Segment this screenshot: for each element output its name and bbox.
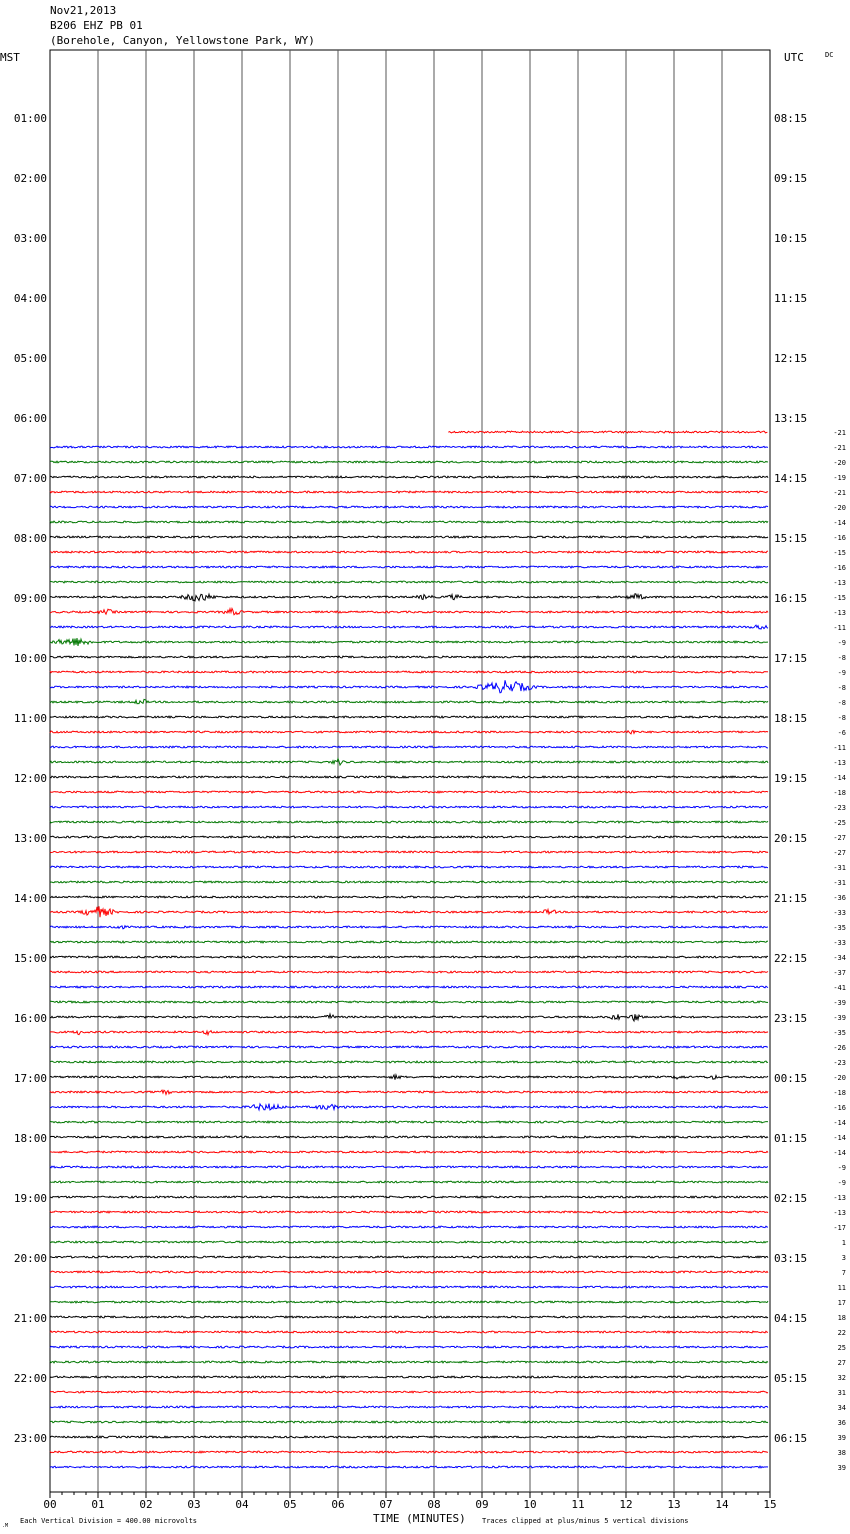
utc-hour-label: 03:15 — [774, 1252, 808, 1265]
utc-hour-label: 02:15 — [774, 1192, 808, 1205]
dc-offset-label: -9 — [837, 1164, 846, 1172]
seismic-trace — [50, 609, 768, 615]
dc-offset-label: 39 — [837, 1464, 846, 1472]
seismic-trace — [50, 746, 768, 748]
dc-offset-label: -39 — [833, 999, 846, 1007]
seismic-trace — [50, 594, 768, 601]
x-tick-label: 12 — [619, 1498, 633, 1511]
x-tick-label: 05 — [283, 1498, 297, 1511]
utc-hour-label: 17:15 — [774, 652, 808, 665]
seismic-trace — [50, 551, 768, 553]
seismic-trace — [50, 1421, 768, 1423]
utc-hour-label: 05:15 — [774, 1372, 808, 1385]
dc-offset-header: DC — [825, 51, 834, 59]
dc-offset-label: -13 — [833, 1194, 846, 1202]
seismic-trace — [50, 986, 768, 988]
utc-hour-label: 23:15 — [774, 1012, 808, 1025]
x-tick-label: 02 — [139, 1498, 153, 1511]
dc-offset-label: -25 — [833, 819, 846, 827]
mst-hour-label: 03:00 — [13, 232, 47, 245]
dc-offset-label: -20 — [833, 504, 846, 512]
utc-hour-label: 10:15 — [774, 232, 808, 245]
mst-hour-label: 07:00 — [13, 472, 47, 485]
dc-offset-label: -9 — [837, 1179, 846, 1187]
x-tick-label: 08 — [427, 1498, 441, 1511]
seismic-trace — [50, 1151, 768, 1153]
utc-hour-label: 13:15 — [774, 412, 808, 425]
dc-offset-label: -16 — [833, 534, 846, 542]
plot-frame — [50, 50, 770, 1492]
corner-mark: .M — [2, 1523, 9, 1529]
seismic-trace — [50, 566, 768, 568]
dc-offset-label: 1 — [841, 1239, 846, 1247]
seismic-trace — [50, 716, 768, 718]
dc-offset-label: -15 — [833, 594, 846, 602]
dc-offset-label: -21 — [833, 429, 846, 437]
mst-hour-label: 06:00 — [13, 412, 47, 425]
dc-offset-label: -8 — [837, 654, 846, 662]
seismic-trace — [50, 1181, 768, 1183]
seismic-trace — [50, 1406, 768, 1408]
x-tick-label: 14 — [715, 1498, 729, 1511]
x-axis-label: TIME (MINUTES) — [373, 1512, 466, 1525]
dc-offset-label: -35 — [833, 924, 846, 932]
dc-offset-label: -14 — [833, 1149, 846, 1157]
mst-hour-label: 08:00 — [13, 532, 47, 545]
dc-offset-label: -13 — [833, 579, 846, 587]
utc-hour-label: 20:15 — [774, 832, 808, 845]
dc-offset-label: -37 — [833, 969, 846, 977]
dc-offset-label: -8 — [837, 699, 846, 707]
seismic-trace — [50, 699, 768, 703]
dc-offset-label: -27 — [833, 834, 846, 842]
dc-offset-label: -13 — [833, 609, 846, 617]
utc-hour-label: 00:15 — [774, 1072, 808, 1085]
dc-offset-label: 22 — [837, 1329, 846, 1337]
utc-hour-label: 09:15 — [774, 172, 808, 185]
mst-hour-label: 11:00 — [13, 712, 47, 725]
mst-hour-label: 16:00 — [13, 1012, 47, 1025]
dc-offset-label: -14 — [833, 774, 846, 782]
dc-offset-label: -35 — [833, 1029, 846, 1037]
seismic-trace — [50, 941, 768, 943]
seismic-trace — [50, 851, 768, 853]
mst-hour-label: 01:00 — [13, 112, 47, 125]
seismic-trace — [50, 1301, 768, 1303]
seismic-trace — [50, 1376, 768, 1378]
x-tick-label: 15 — [763, 1498, 777, 1511]
x-tick-label: 07 — [379, 1498, 393, 1511]
dc-offset-label: -17 — [833, 1224, 846, 1232]
dc-offset-label: -13 — [833, 759, 846, 767]
seismic-trace — [50, 1031, 768, 1035]
seismic-trace — [50, 1451, 768, 1453]
seismic-trace — [50, 521, 768, 523]
x-tick-label: 10 — [523, 1498, 537, 1511]
utc-hour-label: 19:15 — [774, 772, 808, 785]
dc-offset-label: -11 — [833, 624, 846, 632]
seismic-trace — [50, 476, 768, 478]
dc-offset-label: -14 — [833, 1119, 846, 1127]
seismic-trace — [50, 1256, 768, 1258]
dc-offset-label: -39 — [833, 1014, 846, 1022]
seismic-trace — [448, 431, 767, 433]
seismic-trace — [50, 866, 768, 868]
seismic-trace — [50, 836, 768, 838]
mst-hour-label: 17:00 — [13, 1072, 47, 1085]
x-tick-label: 00 — [43, 1498, 57, 1511]
dc-offset-label: -27 — [833, 849, 846, 857]
dc-offset-label: 34 — [837, 1404, 846, 1412]
dc-offset-label: -20 — [833, 459, 846, 467]
dc-offset-label: -34 — [833, 954, 846, 962]
dc-offset-label: 17 — [837, 1299, 846, 1307]
seismic-trace — [50, 1226, 768, 1228]
mst-hour-label: 20:00 — [13, 1252, 47, 1265]
seismic-trace — [50, 1090, 768, 1094]
seismic-trace — [50, 881, 768, 883]
dc-offset-label: -6 — [837, 729, 846, 737]
dc-offset-label: 25 — [837, 1344, 846, 1352]
seismic-trace — [50, 1196, 768, 1198]
dc-offset-label: -31 — [833, 879, 846, 887]
seismic-trace — [50, 491, 768, 493]
utc-hour-label: 21:15 — [774, 892, 808, 905]
seismic-trace — [50, 1466, 768, 1468]
dc-offset-label: -15 — [833, 549, 846, 557]
x-tick-label: 11 — [571, 1498, 585, 1511]
dc-offset-label: -20 — [833, 1074, 846, 1082]
seismic-trace — [50, 446, 768, 448]
dc-offset-label: -26 — [833, 1044, 846, 1052]
dc-offset-label: 7 — [841, 1269, 846, 1277]
seismic-trace — [50, 1436, 768, 1438]
station-code: B206 EHZ PB 01 — [50, 19, 143, 32]
seismic-trace — [50, 896, 768, 898]
x-tick-label: 09 — [475, 1498, 489, 1511]
scale-note: Each Vertical Division = 400.00 microvolts — [20, 1517, 198, 1525]
seismic-trace — [50, 1166, 768, 1168]
dc-offset-label: -9 — [837, 669, 846, 677]
seismic-trace — [50, 671, 768, 673]
record-date: Nov21,2013 — [50, 4, 117, 17]
x-tick-label: 03 — [187, 1498, 201, 1511]
dc-offset-label: 27 — [837, 1359, 846, 1367]
utc-hour-label: 04:15 — [774, 1312, 808, 1325]
mst-hour-label: 02:00 — [13, 172, 47, 185]
seismic-trace — [50, 656, 768, 658]
seismic-trace — [50, 821, 768, 823]
seismic-trace — [50, 1136, 768, 1138]
dc-offset-label: 18 — [837, 1314, 846, 1322]
seismic-trace — [50, 906, 768, 917]
dc-offset-label: -18 — [833, 1089, 846, 1097]
mst-hour-label: 13:00 — [13, 832, 47, 845]
mst-hour-label: 22:00 — [13, 1372, 47, 1385]
seismic-trace — [50, 730, 768, 734]
dc-offset-label: -36 — [833, 894, 846, 902]
dc-offset-label: 39 — [837, 1434, 846, 1442]
seismic-trace — [50, 759, 768, 766]
seismic-trace — [50, 971, 768, 973]
dc-offset-label: -18 — [833, 789, 846, 797]
seismic-trace — [50, 680, 768, 693]
seismic-trace — [50, 1001, 768, 1003]
utc-hour-label: 01:15 — [774, 1132, 808, 1145]
mst-hour-label: 04:00 — [13, 292, 47, 305]
station-location: (Borehole, Canyon, Yellowstone Park, WY) — [50, 34, 315, 47]
dc-offset-label: -14 — [833, 519, 846, 527]
utc-hour-label: 14:15 — [774, 472, 808, 485]
dc-offset-label: -13 — [833, 1209, 846, 1217]
x-tick-label: 01 — [91, 1498, 105, 1511]
dc-offset-label: -11 — [833, 744, 846, 752]
dc-offset-label: -8 — [837, 714, 846, 722]
utc-hour-label: 06:15 — [774, 1432, 808, 1445]
dc-offset-label: -21 — [833, 489, 846, 497]
mst-hour-label: 09:00 — [13, 592, 47, 605]
mst-hour-label: 05:00 — [13, 352, 47, 365]
seismic-trace — [50, 1121, 768, 1123]
right-zone-label: UTC — [784, 51, 804, 64]
seismic-trace — [50, 461, 768, 463]
dc-offset-label: 38 — [837, 1449, 846, 1457]
dc-offset-label: 3 — [841, 1254, 846, 1262]
x-tick-label: 13 — [667, 1498, 681, 1511]
mst-hour-label: 19:00 — [13, 1192, 47, 1205]
seismic-trace — [50, 1316, 768, 1318]
seismic-trace — [50, 625, 768, 629]
mst-hour-label: 10:00 — [13, 652, 47, 665]
seismic-trace — [50, 1271, 768, 1273]
mst-hour-label: 15:00 — [13, 952, 47, 965]
seismic-trace — [50, 638, 768, 646]
utc-hour-label: 12:15 — [774, 352, 808, 365]
dc-offset-label: -23 — [833, 1059, 846, 1067]
mst-hour-label: 12:00 — [13, 772, 47, 785]
dc-offset-label: -41 — [833, 984, 846, 992]
seismic-trace — [50, 1014, 768, 1021]
seismic-trace — [50, 776, 768, 778]
dc-offset-label: -33 — [833, 939, 846, 947]
utc-hour-label: 08:15 — [774, 112, 808, 125]
utc-hour-label: 22:15 — [774, 952, 808, 965]
seismic-trace — [50, 1075, 768, 1080]
seismic-trace — [50, 536, 768, 538]
clip-note: Traces clipped at plus/minus 5 vertical divisions — [482, 1517, 689, 1525]
seismic-trace — [50, 1346, 768, 1348]
seismic-trace — [50, 791, 768, 793]
dc-offset-label: -33 — [833, 909, 846, 917]
dc-offset-label: 11 — [837, 1284, 846, 1292]
mst-hour-label: 14:00 — [13, 892, 47, 905]
dc-offset-label: -19 — [833, 474, 846, 482]
dc-offset-label: -16 — [833, 1104, 846, 1112]
seismic-trace — [50, 1361, 768, 1363]
seismic-trace — [50, 1331, 768, 1333]
mst-hour-label: 21:00 — [13, 1312, 47, 1325]
seismic-trace — [50, 926, 768, 929]
seismic-trace — [50, 1211, 768, 1213]
dc-offset-label: -16 — [833, 564, 846, 572]
utc-hour-label: 18:15 — [774, 712, 808, 725]
seismic-trace — [50, 581, 768, 583]
seismic-trace — [50, 1286, 768, 1288]
dc-offset-label: -21 — [833, 444, 846, 452]
dc-offset-label: -31 — [833, 864, 846, 872]
dc-offset-label: 32 — [837, 1374, 846, 1382]
utc-hour-label: 16:15 — [774, 592, 808, 605]
mst-hour-label: 18:00 — [13, 1132, 47, 1145]
seismic-trace — [50, 506, 768, 508]
dc-offset-label: -14 — [833, 1134, 846, 1142]
seismic-trace — [50, 1046, 768, 1048]
utc-hour-label: 15:15 — [774, 532, 808, 545]
seismic-trace — [50, 1241, 768, 1243]
dc-offset-label: 31 — [837, 1389, 846, 1397]
seismic-trace — [50, 1391, 768, 1393]
left-zone-label: MST — [0, 51, 20, 64]
x-tick-label: 04 — [235, 1498, 249, 1511]
seismic-trace — [50, 1061, 768, 1063]
seismic-trace — [50, 956, 768, 958]
dc-offset-label: -23 — [833, 804, 846, 812]
dc-offset-label: -8 — [837, 684, 846, 692]
dc-offset-label: 36 — [837, 1419, 846, 1427]
mst-hour-label: 23:00 — [13, 1432, 47, 1445]
dc-offset-label: -9 — [837, 639, 846, 647]
seismic-trace — [50, 806, 768, 808]
utc-hour-label: 11:15 — [774, 292, 808, 305]
seismic-trace — [50, 1104, 768, 1110]
x-tick-label: 06 — [331, 1498, 345, 1511]
